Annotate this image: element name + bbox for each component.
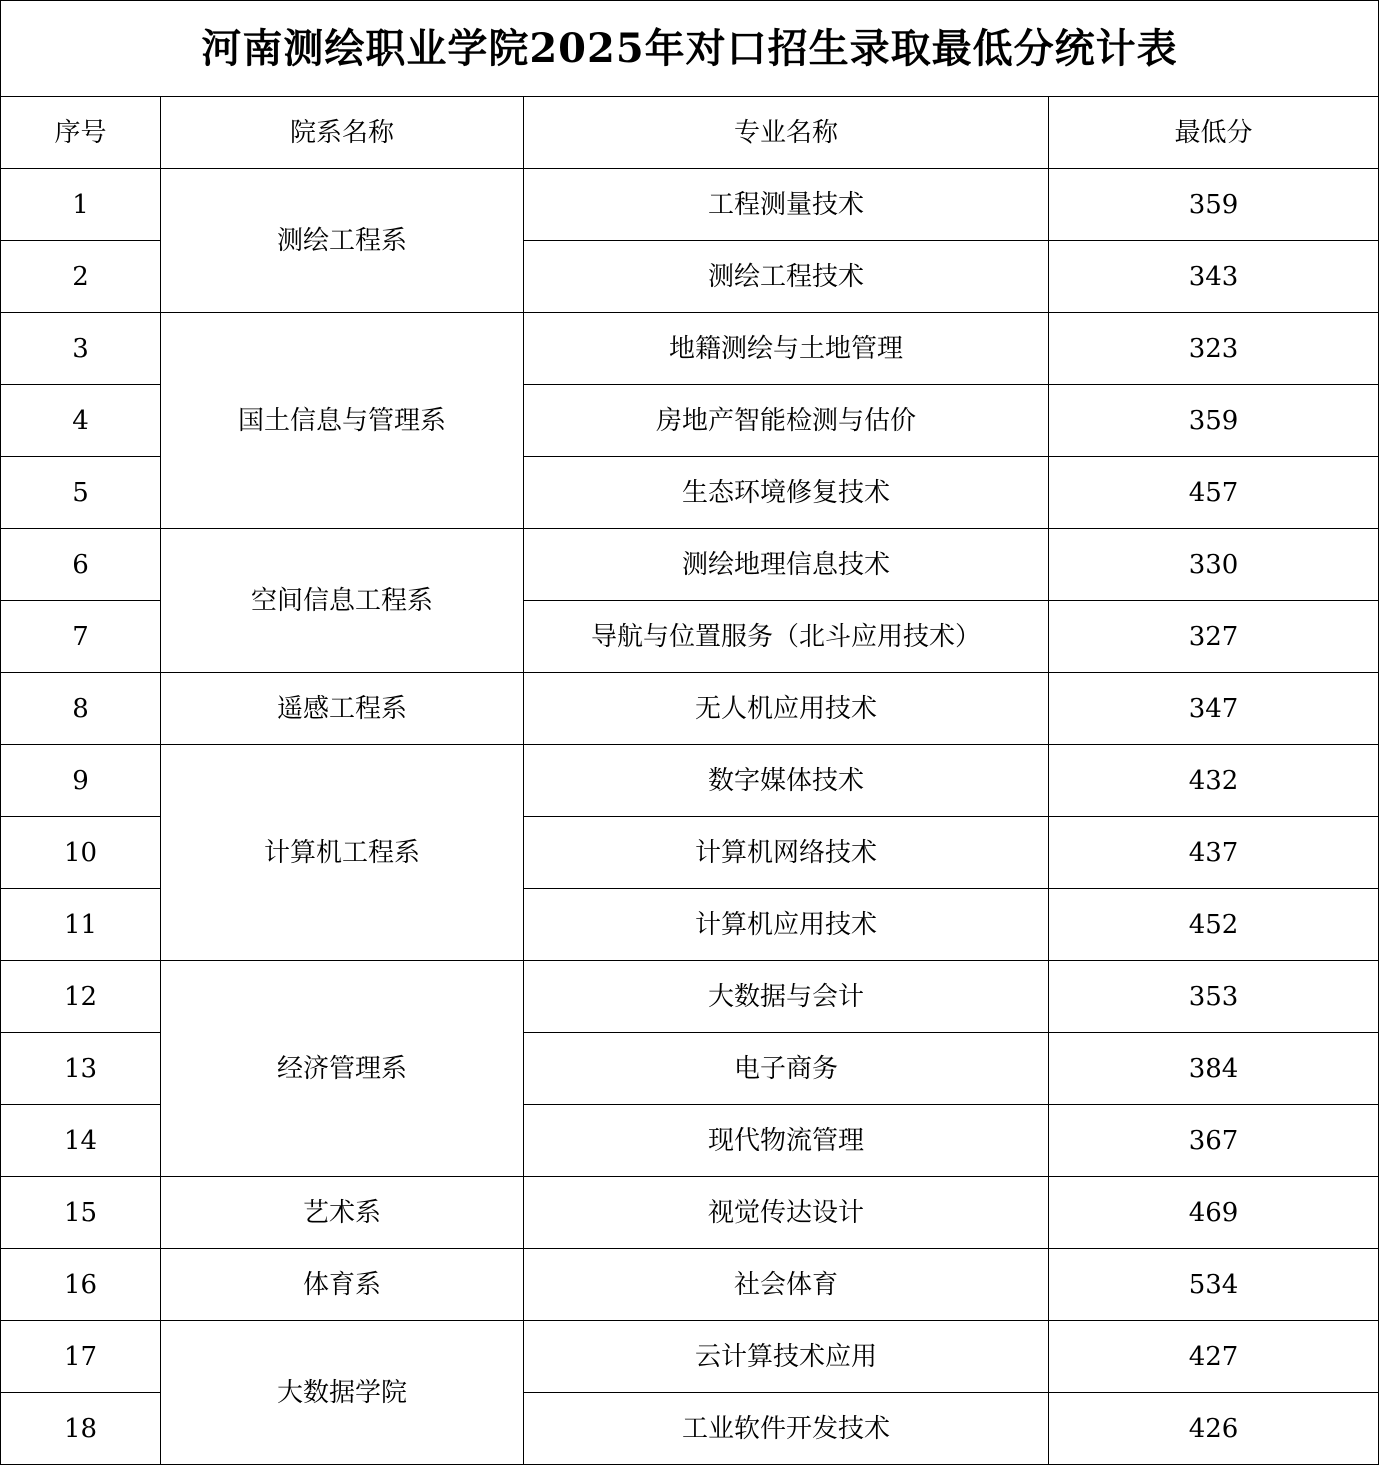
cell-index: 15: [1, 1177, 161, 1249]
table-row: [1, 1321, 1379, 1393]
cell-index: 4: [1, 385, 161, 457]
cell-department: 体育系: [161, 1249, 524, 1321]
cell-department: 计算机工程系: [161, 745, 524, 961]
cell-min-score: 367: [1049, 1105, 1379, 1177]
cell-index: 8: [1, 673, 161, 745]
cell-major: 现代物流管理: [524, 1105, 1049, 1177]
cell-index: 6: [1, 529, 161, 601]
cell-min-score: 534: [1049, 1249, 1379, 1321]
cell-department: 国土信息与管理系: [161, 313, 524, 529]
cell-index: 7: [1, 601, 161, 673]
table-row: [1, 313, 1379, 385]
cell-major: 测绘工程技术: [524, 241, 1049, 313]
cell-major: 数字媒体技术: [524, 745, 1049, 817]
cell-index: 16: [1, 1249, 161, 1321]
cell-min-score: 359: [1049, 169, 1379, 241]
cell-major: 房地产智能检测与估价: [524, 385, 1049, 457]
table-row: [1, 961, 1379, 1033]
table-row: [1, 1177, 1379, 1249]
cell-major: 生态环境修复技术: [524, 457, 1049, 529]
cell-major: 工程测量技术: [524, 169, 1049, 241]
cell-index: 17: [1, 1321, 161, 1393]
cell-major: 云计算技术应用: [524, 1321, 1049, 1393]
cell-index: 10: [1, 817, 161, 889]
cell-major: 导航与位置服务（北斗应用技术）: [524, 601, 1049, 673]
cell-min-score: 469: [1049, 1177, 1379, 1249]
cell-min-score: 457: [1049, 457, 1379, 529]
table-body: [1, 169, 1379, 1465]
cell-min-score: 432: [1049, 745, 1379, 817]
header-index: 序号: [1, 97, 161, 169]
cell-min-score: 452: [1049, 889, 1379, 961]
cell-major: 地籍测绘与土地管理: [524, 313, 1049, 385]
cell-index: 11: [1, 889, 161, 961]
cell-major: 无人机应用技术: [524, 673, 1049, 745]
cell-min-score: 359: [1049, 385, 1379, 457]
cell-min-score: 384: [1049, 1033, 1379, 1105]
cell-index: 12: [1, 961, 161, 1033]
cell-min-score: 353: [1049, 961, 1379, 1033]
cell-min-score: 323: [1049, 313, 1379, 385]
cell-index: 9: [1, 745, 161, 817]
cell-index: 2: [1, 241, 161, 313]
cell-min-score: 343: [1049, 241, 1379, 313]
table-row: [1, 1249, 1379, 1321]
cell-department: 经济管理系: [161, 961, 524, 1177]
title-row: [1, 1, 1379, 97]
cell-index: 13: [1, 1033, 161, 1105]
cell-department: 大数据学院: [161, 1321, 524, 1465]
cell-min-score: 330: [1049, 529, 1379, 601]
cell-major: 测绘地理信息技术: [524, 529, 1049, 601]
cell-department: 测绘工程系: [161, 169, 524, 313]
table-row: [1, 169, 1379, 241]
header-major: 专业名称: [524, 97, 1049, 169]
cell-department: 遥感工程系: [161, 673, 524, 745]
table-title: 河南测绘职业学院2025年对口招生录取最低分统计表: [1, 1, 1379, 97]
cell-major: 计算机应用技术: [524, 889, 1049, 961]
header-department: 院系名称: [161, 97, 524, 169]
cell-index: 18: [1, 1393, 161, 1465]
table-row: [1, 745, 1379, 817]
cell-major: 视觉传达设计: [524, 1177, 1049, 1249]
cell-min-score: 426: [1049, 1393, 1379, 1465]
cell-index: 14: [1, 1105, 161, 1177]
cell-department: 艺术系: [161, 1177, 524, 1249]
cell-index: 1: [1, 169, 161, 241]
cell-index: 5: [1, 457, 161, 529]
cell-major: 大数据与会计: [524, 961, 1049, 1033]
cell-min-score: 427: [1049, 1321, 1379, 1393]
cell-min-score: 347: [1049, 673, 1379, 745]
cell-major: 电子商务: [524, 1033, 1049, 1105]
cell-department: 空间信息工程系: [161, 529, 524, 673]
header-min-score: 最低分: [1049, 97, 1379, 169]
cell-index: 3: [1, 313, 161, 385]
table-row: [1, 673, 1379, 745]
cell-major: 社会体育: [524, 1249, 1049, 1321]
cell-major: 计算机网络技术: [524, 817, 1049, 889]
cell-major: 工业软件开发技术: [524, 1393, 1049, 1465]
table-row: [1, 529, 1379, 601]
cell-min-score: 327: [1049, 601, 1379, 673]
header-row: [1, 97, 1379, 169]
cell-min-score: 437: [1049, 817, 1379, 889]
